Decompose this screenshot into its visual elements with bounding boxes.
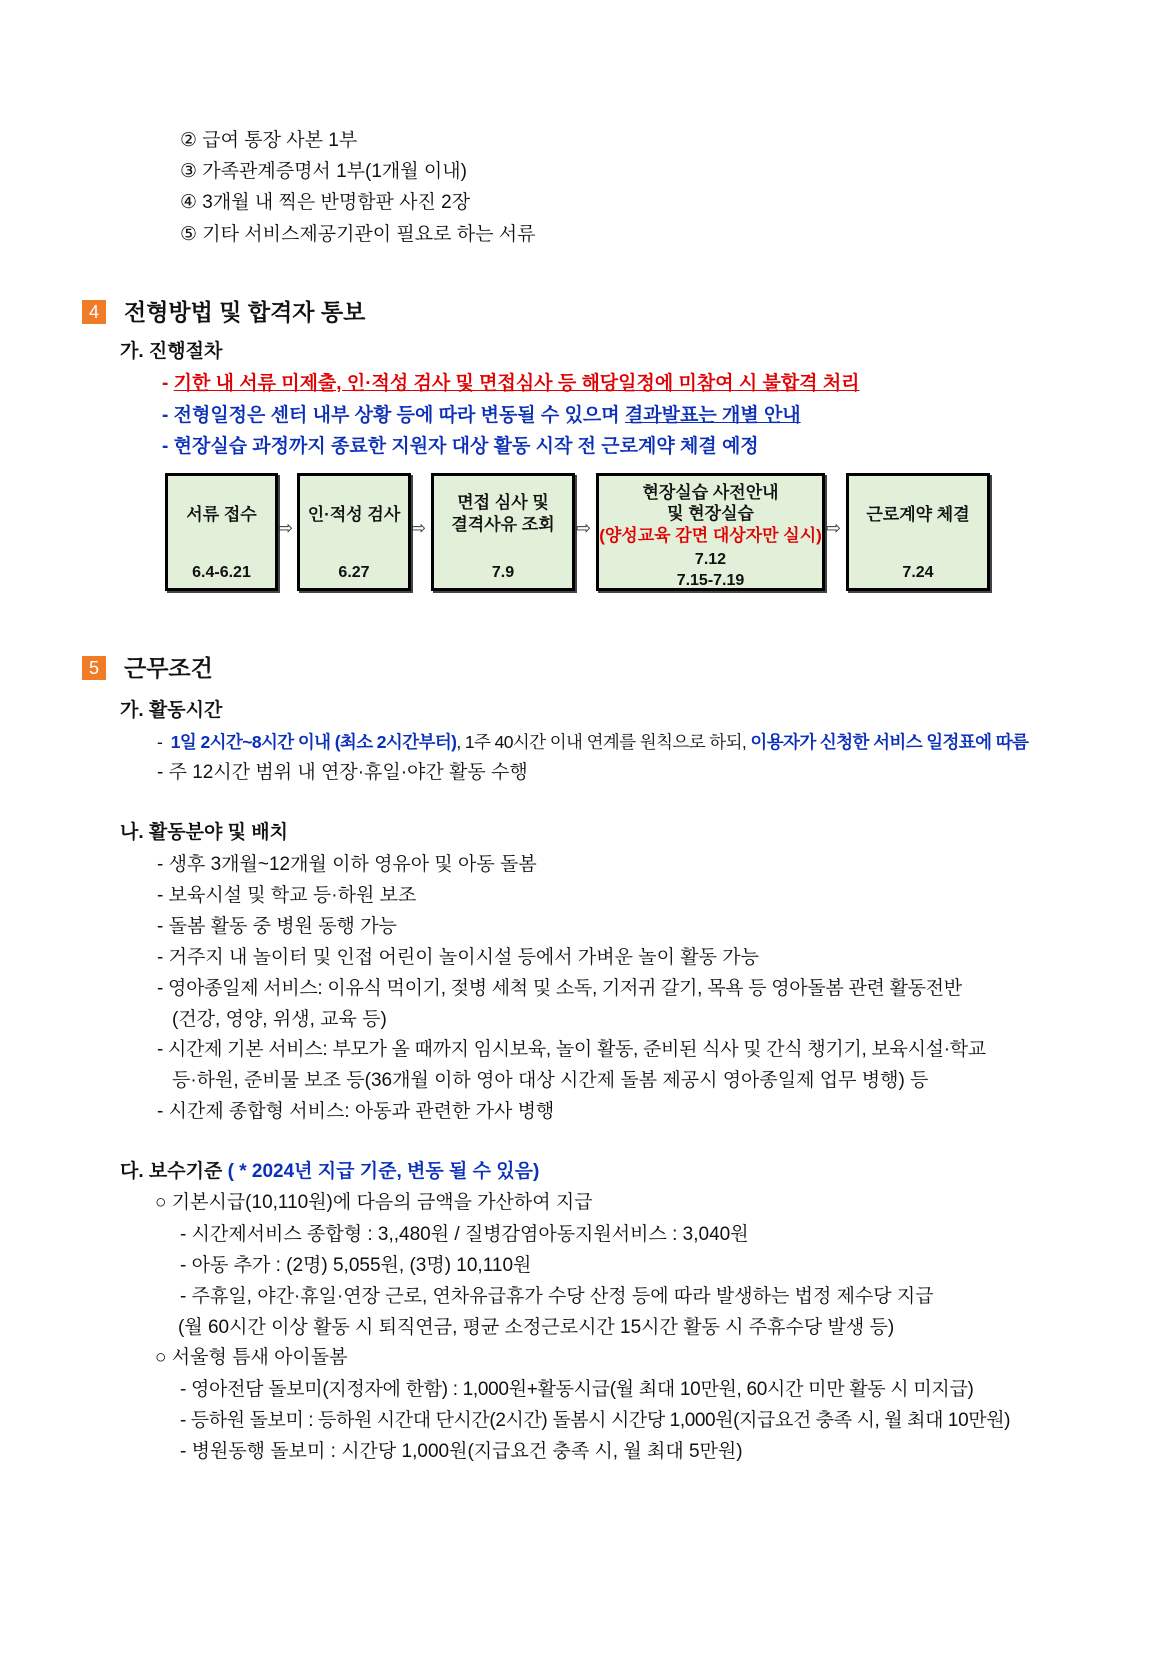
step-contract: 근로계약 체결 7.24 — [846, 473, 990, 591]
arrow-right-icon: ⇨ — [576, 518, 592, 538]
notice-line: - 전형일정은 센터 내부 상황 등에 따라 변동될 수 있으며 결과발표는 개별 안내 — [162, 405, 801, 426]
circle-item: ○ 기본시급(10,110원)에 다음의 금액을 가산하여 지급 — [155, 1192, 593, 1213]
arrow-right-icon: ⇨ — [278, 518, 294, 538]
notice-line: - 현장실습 과정까지 종료한 지원자 대상 활동 시작 전 근로계약 체결 예정 — [162, 436, 759, 457]
circle-item: ○ 서울형 틈새 아이돌봄 — [155, 1347, 348, 1368]
list-item-continuation: (건강, 영양, 위생, 교육 등) — [172, 1009, 387, 1030]
subsection-title: 나. 활동분야 및 배치 — [120, 822, 288, 843]
list-item: - 돌봄 활동 중 병원 동행 가능 — [157, 916, 397, 937]
section-title: 전형방법 및 합격자 통보 — [124, 299, 366, 325]
list-item-continuation: 등·하원, 준비물 보조 등(36개월 이하 영아 대상 시간제 돌봄 제공시 영아종일제 업무 병행) 등 — [172, 1070, 929, 1091]
notice-line: - 기한 내 서류 미제출, 인·적성 검사 및 면접심사 등 해당일정에 미참여 시 불합격 처리 — [162, 373, 860, 394]
list-item: - 시간제 기본 서비스: 부모가 올 때까지 임시보육, 놀이 활동, 준비된 식사 및 간식 챙기기, 보육시설·학교 — [157, 1039, 986, 1060]
list-item: - 거주지 내 놀이터 및 인접 어린이 놀이시설 등에서 가벼운 놀이 활동 가능 — [157, 947, 759, 968]
list-item-continuation: (월 60시간 이상 활동 시 퇴직연금, 평균 소정근로시간 15시간 활동 시 주휴수당 발생 등) — [178, 1317, 895, 1338]
list-item: - 보육시설 및 학교 등·하원 보조 — [157, 885, 417, 906]
doc-item: ⑤ 기타 서비스제공기관이 필요로 하는 서류 — [180, 224, 536, 245]
step-document-submission: 서류 접수 6.4-6.21 — [165, 473, 278, 591]
list-item: - 병원동행 돌보미 : 시간당 1,000원(지급요건 충족 시, 월 최대 5만원) — [180, 1441, 743, 1462]
section-title: 근무조건 — [124, 655, 213, 681]
list-item: - 1일 2시간~8시간 이내 (최소 2시간부터), 1주 40시간 이내 연계를 원칙으로 하되, 이용자가 신청한 서비스 일정표에 따름 — [157, 732, 1029, 752]
subsection-title: 가. 진행절차 — [120, 341, 223, 362]
arrow-right-icon: ⇨ — [411, 518, 427, 538]
list-item: - 주휴일, 야간·휴일·연장 근로, 연차유급휴가 수당 산정 등에 따라 발생하는 법정 제수당 지급 — [180, 1286, 934, 1307]
list-item: - 시간제 종합형 서비스: 아동과 관련한 가사 병행 — [157, 1101, 555, 1122]
list-item: - 생후 3개월~12개월 이하 영유아 및 아동 돌봄 — [157, 854, 537, 875]
list-item: - 아동 추가 : (2명) 5,055원, (3명) 10,110원 — [180, 1255, 532, 1276]
step-field-practice: 현장실습 사전안내 및 현장실습 (양성교육 감면 대상자만 실시) 7.12 7.15-7.19 — [596, 473, 825, 591]
doc-item: ② 급여 통장 사본 1부 — [180, 130, 358, 151]
step-interview: 면접 심사 및 결격사유 조회 7.9 — [431, 473, 575, 591]
list-item: - 영아종일제 서비스: 이유식 먹이기, 젖병 세척 및 소독, 기저귀 갈기, 목욕 등 영아돌봄 관련 활동전반 — [157, 978, 962, 999]
list-item: - 시간제서비스 종합형 : 3,,480원 / 질병감염아동지원서비스 : 3,040원 — [180, 1224, 749, 1245]
section-number: 4 — [82, 300, 106, 324]
list-item: - 등하원 돌보미 : 등하원 시간대 단시간(2시간) 돌봄시 시간당 1,000원(지급요건 충족 시, 월 최대 10만원) — [180, 1410, 1011, 1431]
doc-item: ④ 3개월 내 찍은 반명함판 사진 2장 — [180, 192, 471, 213]
arrow-right-icon: ⇨ — [826, 518, 842, 538]
step-aptitude-test: 인·적성 검사 6.27 — [297, 473, 411, 591]
list-item: - 영아전담 돌보미(지정자에 한함) : 1,000원+활동시급(월 최대 10만원, 60시간 미만 활동 시 미지급) — [180, 1379, 974, 1400]
subsection-title: 다. 보수기준 ( * 2024년 지급 기준, 변동 될 수 있음) — [120, 1161, 540, 1182]
doc-item: ③ 가족관계증명서 1부(1개월 이내) — [180, 161, 467, 182]
section-number: 5 — [82, 656, 106, 680]
subsection-title: 가. 활동시간 — [120, 700, 223, 721]
list-item: - 주 12시간 범위 내 연장·휴일·야간 활동 수행 — [157, 762, 528, 783]
